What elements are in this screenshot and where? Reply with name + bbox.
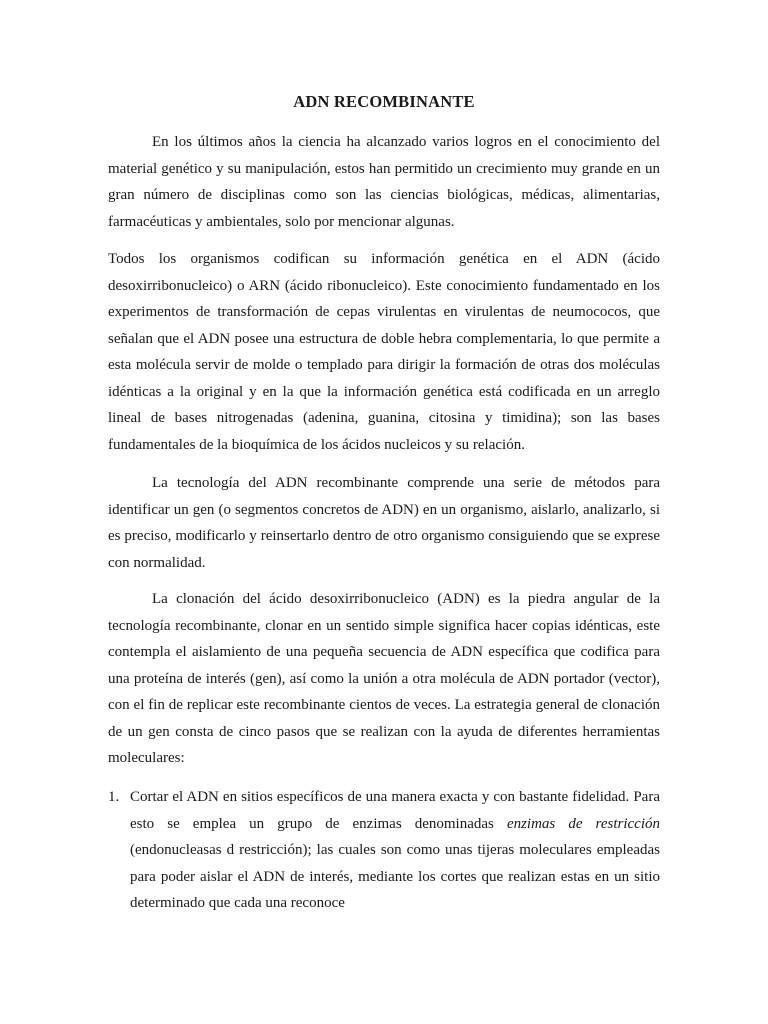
document-title: ADN RECOMBINANTE bbox=[293, 92, 475, 111]
paragraph-intro: En los últimos años la ciencia ha alcanzado varios logros en el conocimiento del material genético y su manipulación, estos han permitido un crecimiento muy grande en un gran número de disciplinas como son las ciencias biológicas, médicas, alimentarias, farmacéuticas y ambientales, solo por mencionar algunas. bbox=[108, 134, 660, 230]
paragraph-recombinant-technology: La tecnología del ADN recombinante comprende una serie de métodos para identificar un gen (o segmentos concretos de ADN) en un organismo, aislarlo, analizarlo, si es preciso, modificarlo y reinsertarlo dentro de otro organismo consiguiendo que se exprese con normalidad. bbox=[108, 475, 660, 571]
list-item-text-before: Cortar el ADN en sitios específicos de una manera exacta y con bastante fidelidad. Para esto se emplea un grupo de enzimas denominadas bbox=[130, 789, 660, 832]
paragraph-cloning: La clonación del ácido desoxirribonucleico (ADN) es la piedra angular de la tecnología recombinante, clonar en un sentido simple significa hacer copias idénticas, este contempla el aislamiento de una pequeña secuencia de ADN específica que codifica para una proteína de interés (gen), así como la unión a otra molécula de ADN portador (vector), con el fin de replicar este recombinante cientos de veces. La estrategia general de clonación de un gen consta de cinco pasos que se realizan con la ayuda de diferentes herramientas moleculares: bbox=[108, 591, 660, 766]
list-item-text-after: (endonucleasas d restricción); las cuales son como unas tijeras moleculares empleadas para poder aislar el ADN de interés, mediante los cortes que realizan estas en un sitio determinado que cada una reconoce bbox=[130, 842, 660, 911]
list-item bbox=[108, 784, 660, 917]
paragraph-genetic-information: Todos los organismos codifican su información genética en el ADN (ácido desoxirribonucleico) o ARN (ácido ribonucleico). Este conocimiento fundamentado en los experimentos de transformación de cepas virulentas en virulentas de neumococos, que señalan que el ADN posee una estructura de doble hebra complementaria, lo que permite a esta molécula servir de molde o templado para dirigir la formación de otras dos moléculas idénticas a la original y en la que la información genética está codificada en un arreglo lineal de bases nitrogenadas (adenina, guanina, citosina y timidina); son las bases fundamentales de la bioquímica de los ácidos nucleicos y su relación. bbox=[108, 251, 660, 453]
list-item-emphasis: enzimas de restricción bbox=[506, 815, 660, 832]
list-item-body bbox=[130, 784, 660, 917]
list-item-number: 1. bbox=[108, 789, 120, 805]
